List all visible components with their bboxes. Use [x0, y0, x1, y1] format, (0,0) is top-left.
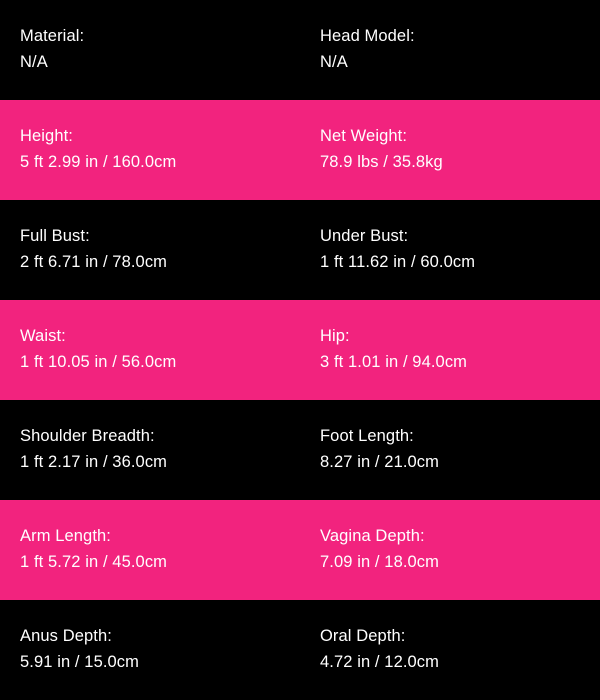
- table-row: [0, 200, 600, 300]
- spec-label: Waist:: [20, 327, 66, 346]
- spec-value: 8.27 in / 21.0cm: [320, 453, 440, 471]
- spec-cell-hip: [300, 324, 600, 375]
- spec-value: N/A: [320, 53, 348, 71]
- spec-cell-head-model: [300, 24, 600, 75]
- spec-label: Material:: [20, 27, 85, 46]
- spec-value: 1 ft 10.05 in / 56.0cm: [20, 353, 177, 371]
- table-row: [0, 0, 600, 100]
- spec-cell-foot-length: [300, 424, 600, 475]
- spec-label: Net Weight:: [320, 127, 407, 146]
- spec-label: Full Bust:: [20, 227, 90, 246]
- spec-label: Head Model:: [320, 27, 415, 46]
- spec-cell-under-bust: [300, 224, 600, 275]
- spec-label: Anus Depth:: [20, 627, 112, 646]
- table-row: [0, 300, 600, 400]
- spec-label: Oral Depth:: [320, 627, 406, 646]
- spec-value: 1 ft 5.72 in / 45.0cm: [20, 553, 168, 571]
- spec-value: 7.09 in / 18.0cm: [320, 553, 440, 571]
- spec-label: Foot Length:: [320, 427, 414, 446]
- spec-cell-net-weight: [300, 124, 600, 175]
- spec-value: 78.9 lbs / 35.8kg: [320, 153, 443, 171]
- spec-value: 1 ft 2.17 in / 36.0cm: [20, 453, 168, 471]
- spec-label: Arm Length:: [20, 527, 111, 546]
- spec-cell-oral-depth: [300, 624, 600, 675]
- spec-value: 2 ft 6.71 in / 78.0cm: [20, 253, 168, 271]
- spec-label: Hip:: [320, 327, 350, 346]
- spec-cell-arm-length: [0, 524, 300, 575]
- spec-cell-full-bust: [0, 224, 300, 275]
- spec-cell-vagina-depth: [300, 524, 600, 575]
- spec-value: 1 ft 11.62 in / 60.0cm: [320, 253, 476, 271]
- table-row: [0, 400, 600, 500]
- table-row: [0, 100, 600, 200]
- spec-value: 4.72 in / 12.0cm: [320, 653, 440, 671]
- spec-cell-shoulder-breadth: [0, 424, 300, 475]
- spec-label: Under Bust:: [320, 227, 409, 246]
- spec-cell-waist: [0, 324, 300, 375]
- spec-value: N/A: [20, 53, 48, 71]
- spec-cell-anus-depth: [0, 624, 300, 675]
- table-row: [0, 600, 600, 700]
- spec-value: 3 ft 1.01 in / 94.0cm: [320, 353, 468, 371]
- spec-cell-material: [0, 24, 300, 75]
- spec-value: 5 ft 2.99 in / 160.0cm: [20, 153, 177, 171]
- spec-label: Vagina Depth:: [320, 527, 425, 546]
- spec-value: 5.91 in / 15.0cm: [20, 653, 140, 671]
- spec-label: Height:: [20, 127, 73, 146]
- table-row: [0, 500, 600, 600]
- spec-cell-height: [0, 124, 300, 175]
- spec-label: Shoulder Breadth:: [20, 427, 155, 446]
